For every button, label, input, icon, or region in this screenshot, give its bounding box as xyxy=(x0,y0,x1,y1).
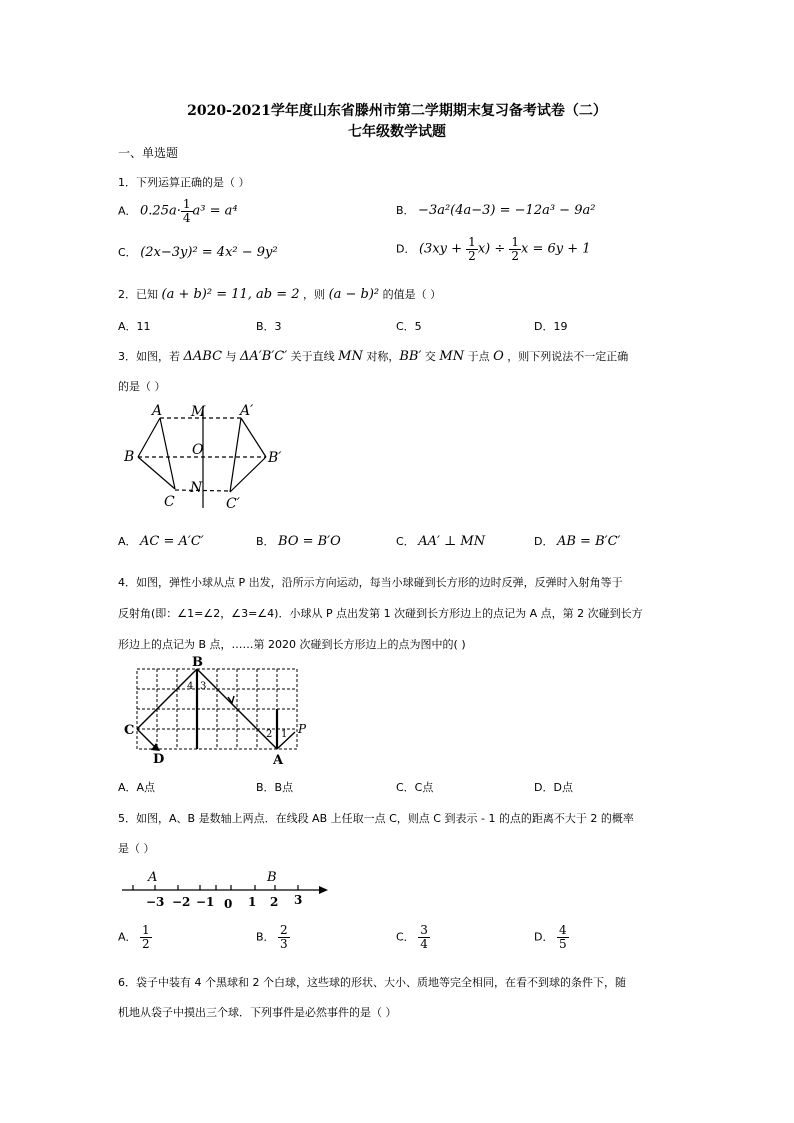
q1-option-a-pre: 0.25a· xyxy=(140,203,181,219)
q2-option-d: D．19 xyxy=(534,320,568,333)
q1-option-d-den1: 2 xyxy=(468,249,476,263)
q1-option-d-fraction-2 xyxy=(509,236,521,263)
q3-option-c xyxy=(396,533,485,549)
q3-label-o: O xyxy=(192,442,204,458)
q3-label-c-prime: C′ xyxy=(226,496,240,512)
q3-stem-math6: O xyxy=(493,349,504,364)
q5-tick-label-3: 3 xyxy=(294,893,303,907)
q3-segment-ab xyxy=(138,418,160,457)
q4-direction-arrow xyxy=(228,696,234,703)
q3-stem-math2: ΔA′B′C′ xyxy=(240,349,288,364)
q1-option-c-label: C． xyxy=(118,246,137,259)
q3-option-a-expr: AC = A′C′ xyxy=(140,534,204,549)
q3-stem-math1: ΔABC xyxy=(183,349,223,364)
q1-option-c-expr: (2x−3y)² = 4x² − 9y² xyxy=(140,245,278,260)
q3-option-d-expr: AB = B′C′ xyxy=(556,534,621,549)
q5-option-d-label: D． xyxy=(534,930,554,944)
q5-option-b-den: 3 xyxy=(280,937,288,951)
q4-label-c: C xyxy=(124,723,135,738)
q2-option-c: C．5 xyxy=(396,320,422,333)
q5-tick-label-neg1: −1 xyxy=(196,895,215,909)
q5-label-b: B xyxy=(267,870,277,885)
q3-segment-a2c2 xyxy=(230,418,241,492)
q2-stem xyxy=(118,286,441,302)
q3-option-c-expr: AA′ ⊥ MN xyxy=(418,534,486,549)
q4-path-b-to-c xyxy=(137,669,197,729)
q1-option-a-label: A． xyxy=(118,204,137,218)
q5-number-line xyxy=(118,866,333,911)
q5-option-b xyxy=(256,924,290,951)
q3-option-d-label: D． xyxy=(534,535,554,548)
q4-stem-line1: 4．如图，弹性小球从点 P 出发，沿所示方向运动，每当小球碰到长方形的边时反弹，反弹时入射角等于 xyxy=(118,576,623,589)
q5-option-a xyxy=(118,924,152,951)
q3-label-n: N xyxy=(190,480,203,496)
q5-tick-label-1: 1 xyxy=(248,895,257,909)
q3-option-c-label: C． xyxy=(396,535,415,548)
exam-title: 2020-2021学年度山东省滕州市第二学期期末复习备考试卷（二） xyxy=(187,103,607,119)
q5-option-c-fraction xyxy=(418,924,430,951)
q6-stem-line2: 机地从袋子中摸出三个球．下列事件是必然事件的是（ ） xyxy=(118,1006,397,1019)
q5-option-a-num: 1 xyxy=(142,923,150,937)
q5-option-c-num: 3 xyxy=(420,923,428,937)
exam-subtitle: 七年级数学试题 xyxy=(348,124,446,140)
q2-option-b: B．3 xyxy=(256,320,282,333)
q2-stem-mid: ，则 xyxy=(299,288,329,301)
q2-stem-math2: (a − b)² xyxy=(328,287,380,302)
q1-option-a-num: 1 xyxy=(182,197,191,211)
q5-label-a: A xyxy=(148,870,158,885)
q3-label-a: A xyxy=(152,403,163,419)
q2-stem-pre: 2．已知 xyxy=(118,288,162,301)
q3-stem-mid3: 对称， xyxy=(362,350,400,363)
q3-label-c: C xyxy=(164,494,175,510)
q3-label-a-prime: A′ xyxy=(240,403,254,419)
q4-option-c: C．C点 xyxy=(396,781,434,794)
q1-stem: 1．下列运算正确的是（ ） xyxy=(118,176,250,189)
q4-angle-1: 1 xyxy=(281,729,288,740)
q1-option-d-label: D． xyxy=(396,242,416,256)
q1-option-c xyxy=(118,244,278,260)
q5-option-b-fraction xyxy=(278,924,290,951)
q5-option-a-fraction xyxy=(140,924,152,951)
q4-billiard-figure xyxy=(120,655,320,770)
q1-option-a-den: 4 xyxy=(182,211,191,225)
q3-stem-mid1: 与 xyxy=(222,350,241,363)
q4-stem-line2: 反射角(即：∠1=∠2，∠3=∠4)．小球从 P 点出发第 1 次碰到长方形边上的点记为 A 点，第 2 次碰到长方 xyxy=(118,607,643,620)
q3-segment-b2c2 xyxy=(230,457,266,492)
q5-option-d-num: 4 xyxy=(558,923,567,937)
q4-label-a: A xyxy=(273,753,284,768)
q5-option-c-label: C． xyxy=(396,930,415,944)
q3-symmetry-figure xyxy=(120,400,300,515)
q5-option-b-num: 2 xyxy=(280,923,288,937)
q3-option-b xyxy=(256,533,341,549)
q5-stem-line2: 是（ ） xyxy=(118,842,155,855)
q3-label-b-prime: B′ xyxy=(268,450,282,466)
q5-option-a-label: A． xyxy=(118,930,137,944)
q1-option-b-label: B． xyxy=(396,204,415,217)
q4-angle-2: 2 xyxy=(266,729,273,740)
q4-angle-3: 3 xyxy=(200,681,207,692)
q4-label-p: P xyxy=(298,722,307,736)
q5-tick-label-2: 2 xyxy=(270,895,279,909)
section-heading: 一、单选题 xyxy=(118,146,179,160)
q4-label-d: D xyxy=(153,752,165,767)
q1-option-d-fraction-1 xyxy=(466,236,478,263)
q5-option-c-den: 4 xyxy=(420,937,428,951)
q5-axis-arrowhead xyxy=(319,886,328,894)
q1-option-a-fraction xyxy=(181,198,193,225)
q4-label-b: B xyxy=(192,655,203,670)
q1-option-d-den2: 2 xyxy=(511,249,520,263)
q3-stem-mid2: 关于直线 xyxy=(287,350,339,363)
q3-segment-a2b2 xyxy=(241,418,266,457)
q3-stem-pre: 3．如图，若 xyxy=(118,350,184,363)
q3-stem-line1 xyxy=(118,348,628,364)
q5-option-d-fraction xyxy=(557,924,569,951)
q3-option-d xyxy=(534,533,621,549)
q5-option-d xyxy=(534,924,569,951)
q2-stem-math: (a + b)² = 11, ab = 2 xyxy=(161,287,300,302)
q1-option-d-num2: 1 xyxy=(511,235,520,249)
q2-option-a: A．11 xyxy=(118,320,151,333)
q3-label-m: M xyxy=(191,404,206,420)
q5-tick-label-neg3: −3 xyxy=(146,895,165,909)
q5-tick-label-0: 0 xyxy=(224,897,233,911)
q3-stem-line2: 的是（ ） xyxy=(118,380,166,393)
q1-option-d-post: x = 6y + 1 xyxy=(521,241,591,257)
q3-option-b-label: B． xyxy=(256,535,275,548)
q1-option-d-mid: x) ÷ xyxy=(477,241,510,257)
q1-option-b xyxy=(396,202,595,218)
q3-stem-mid5: 于点 xyxy=(464,350,494,363)
q5-option-a-den: 2 xyxy=(142,937,150,951)
q3-option-a xyxy=(118,533,204,549)
q3-stem-math4: BB′ xyxy=(399,349,422,364)
q1-option-d-pre: (3xy + xyxy=(418,241,467,257)
q5-option-b-label: B． xyxy=(256,930,275,944)
q3-stem-post: ，则下列说法不一定正确 xyxy=(503,350,629,363)
q4-option-a: A．A点 xyxy=(118,781,156,794)
q5-option-d-den: 5 xyxy=(558,937,567,951)
q3-label-b: B xyxy=(124,449,135,465)
q3-stem-mid4: 交 xyxy=(421,350,440,363)
q1-option-d xyxy=(396,236,591,263)
q5-option-c xyxy=(396,924,430,951)
q5-tick-label-neg2: −2 xyxy=(172,895,191,909)
q3-option-b-expr: BO = B′O xyxy=(278,534,341,549)
q1-option-a-post: a³ = a⁴ xyxy=(192,203,238,219)
q1-option-b-expr: −3a²(4a−3) = −12a³ − 9a² xyxy=(418,203,596,218)
q3-option-a-label: A． xyxy=(118,535,137,548)
q3-stem-math5: MN xyxy=(439,349,465,364)
q4-angle-4: 4 xyxy=(187,681,194,692)
q4-option-b: B．B点 xyxy=(256,781,294,794)
q2-stem-post: 的值是（ ） xyxy=(379,288,442,301)
q4-stem-line3: 形边上的点记为 B 点，……第 2020 次碰到长方形边上的点为图中的( ) xyxy=(118,638,466,651)
q5-stem-line1: 5．如图，A、B 是数轴上两点．在线段 AB 上任取一点 C，则点 C 到表示 - 1 的点的距离不大于 2 的概率 xyxy=(118,812,634,825)
q1-option-d-num1: 1 xyxy=(468,235,476,249)
q3-stem-math3: MN xyxy=(338,349,363,364)
q6-stem-line1: 6．袋子中装有 4 个黑球和 2 个白球，这些球的形状、大小、质地等完全相同，在看不到球的条件下，随 xyxy=(118,976,626,989)
q1-option-a xyxy=(118,198,238,225)
q4-option-d: D．D点 xyxy=(534,781,573,794)
